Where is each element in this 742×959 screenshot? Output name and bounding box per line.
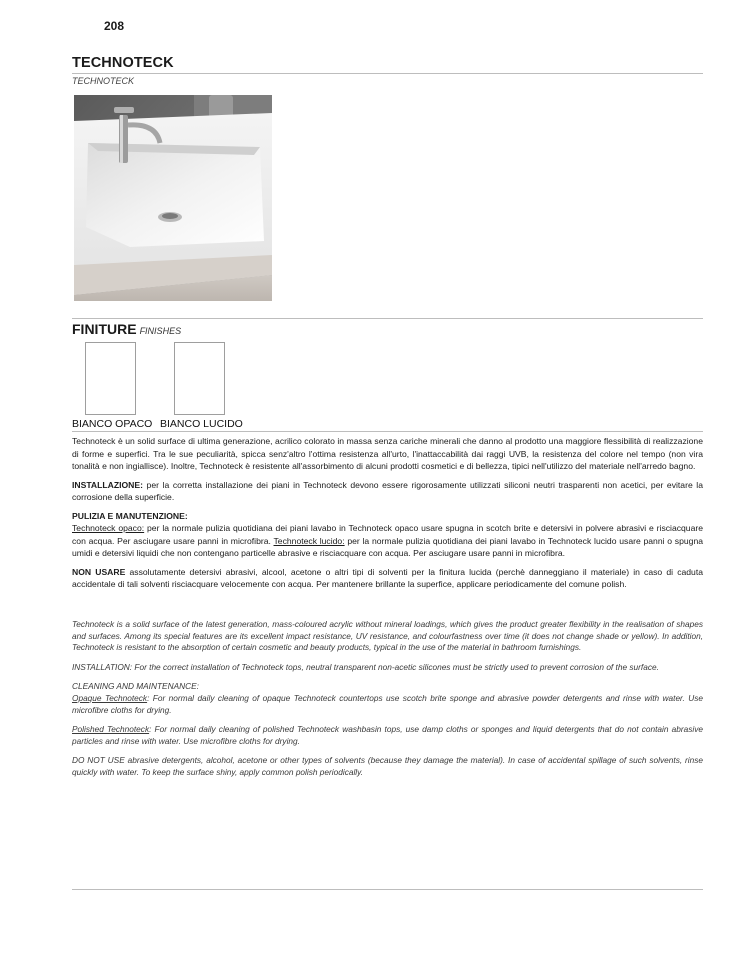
page-number: 208	[104, 19, 125, 33]
swatch-label-bianco-opaco: BIANCO OPACO	[72, 418, 153, 430]
product-photo	[74, 95, 272, 301]
finishes-heading-english: FINISHES	[139, 326, 182, 336]
installation-text: per la corretta installazione dei piani in Technoteck devono essere rigorosamente utilizzati siliconi neutri trasparenti non acetici, per evitare la corrosione della superficie.	[72, 479, 703, 502]
glossy-label: Technoteck lucido:	[273, 535, 345, 546]
opaque-label: Technoteck opaco:	[72, 523, 145, 533]
english-cleaning-heading: CLEANING AND MAINTENANCE:	[72, 681, 199, 692]
finishes-heading-label: FINITURE	[72, 321, 137, 337]
english-opaque-text: : For normal daily cleaning of opaque Technoteck countertops use scotch brite sponge and abrasive powder detergents and rinse with water. Use microfibre cloths for drying.	[72, 692, 703, 715]
italian-installation	[72, 479, 703, 504]
english-cleaning-opaque	[72, 693, 703, 716]
italian-do-not-use	[72, 566, 703, 591]
opaque-text: per la normale pulizia quotidiana dei piani lavabo in Technoteck opaco usare spugna in scotch brite e detersivi in polvere abrasivi e risciacquare con acqua. Per asciugare usare panni in microfibra.	[72, 523, 703, 546]
product-subtitle: TECHNOTECK	[72, 76, 135, 86]
finishes-heading	[72, 321, 181, 337]
italian-cleaning	[72, 522, 703, 560]
do-not-use-text: assolutamente detersivi abrasivi, alcool, acetone o altri tipi di solventi per la finitura lucida (perchè danneggiano il materiale) in caso di caduta accidentale di tali solventi risciacquare velocemente con acqua. Per mantenere brillante la superfice, applicare periodicamente del comune polish.	[72, 566, 703, 589]
english-description	[72, 619, 703, 779]
english-polished-label: Polished Technoteck	[72, 724, 150, 735]
title-divider	[72, 73, 703, 74]
english-do-not-use: DO NOT USE abrasive detergents, alcohol, acetone or other types of solvents (because they damage the material). In case of accidental spillage of such solvents, rinse quickly with water. To keep the surface shiny, apply common polish periodically.	[72, 755, 703, 777]
installation-label: INSTALLAZIONE:	[72, 479, 143, 490]
english-intro: Technoteck is a solid surface of the latest generation, mass-coloured acrylic without mineral loadings, which gives the product greater flexibility in the realisation of shapes and surfaces. Among its special features are its excellent impact resistance, UV resistance, and colourfastness over time (it does not change shade or yellow). In addition, Technoteck is resistant to the absorption of certain cosmetic and beauty products, typical in the use of the material in bathroom furnishings.	[72, 619, 703, 653]
english-installation: INSTALLATION: For the correct installation of Technoteck tops, neutral transparent non-acetic silicones must be strictly used to prevent corrosion of the surface.	[72, 661, 659, 672]
english-opaque-label: Opaque Technoteck	[72, 692, 148, 703]
swatch-bianco-lucido	[174, 342, 225, 415]
footer-divider	[72, 889, 703, 890]
washbasin-image	[74, 95, 272, 301]
swatches-divider	[72, 431, 703, 432]
glossy-text: per la normale pulizia quotidiana dei piani lavabo in Technoteck lucido usare panni o spugna umidi e detersivi liquidi che non contengano particelle abrasive e risciacquare con acqua. Per asciugare usare panni in microfibra.	[72, 535, 704, 558]
italian-intro: Technoteck è un solid surface di ultima generazione, acrilico colorato in massa senza cariche minerali che danno al prodotto una maggiore flessibilità di realizzazione di forme e superfici. Tra le sue peculiarità, spicca senz'altro l'ottima resistenza all'urto, l'inattaccabilità dai raggi UVB, la resistenza del colore nel tempo (non vira tonalità e non ingiallisce). Inoltre, Technoteck è resistente all'assorbimento di alcuni prodotti cosmetici e di bellezza, tipici nell'utilizzo del materiale nell'arredo bagno.	[72, 436, 703, 471]
italian-cleaning-heading	[72, 510, 703, 523]
do-not-use-label: NON USARE	[72, 566, 126, 577]
finishes-divider	[72, 318, 703, 319]
english-polished-text: : For normal daily cleaning of polished Technoteck washbasin tops, use damp cloths or sponges and liquid detergents that do not contain abrasive particles and rinse with water. Use microfibre cloths for drying.	[72, 724, 703, 746]
product-title: TECHNOTECK	[72, 55, 174, 71]
italian-description	[72, 435, 703, 591]
english-cleaning-polished	[72, 724, 703, 747]
cleaning-label: PULIZIA E MANUTENZIONE:	[72, 510, 188, 521]
swatch-bianco-opaco	[85, 342, 136, 415]
swatch-label-bianco-lucido: BIANCO LUCIDO	[160, 418, 243, 430]
